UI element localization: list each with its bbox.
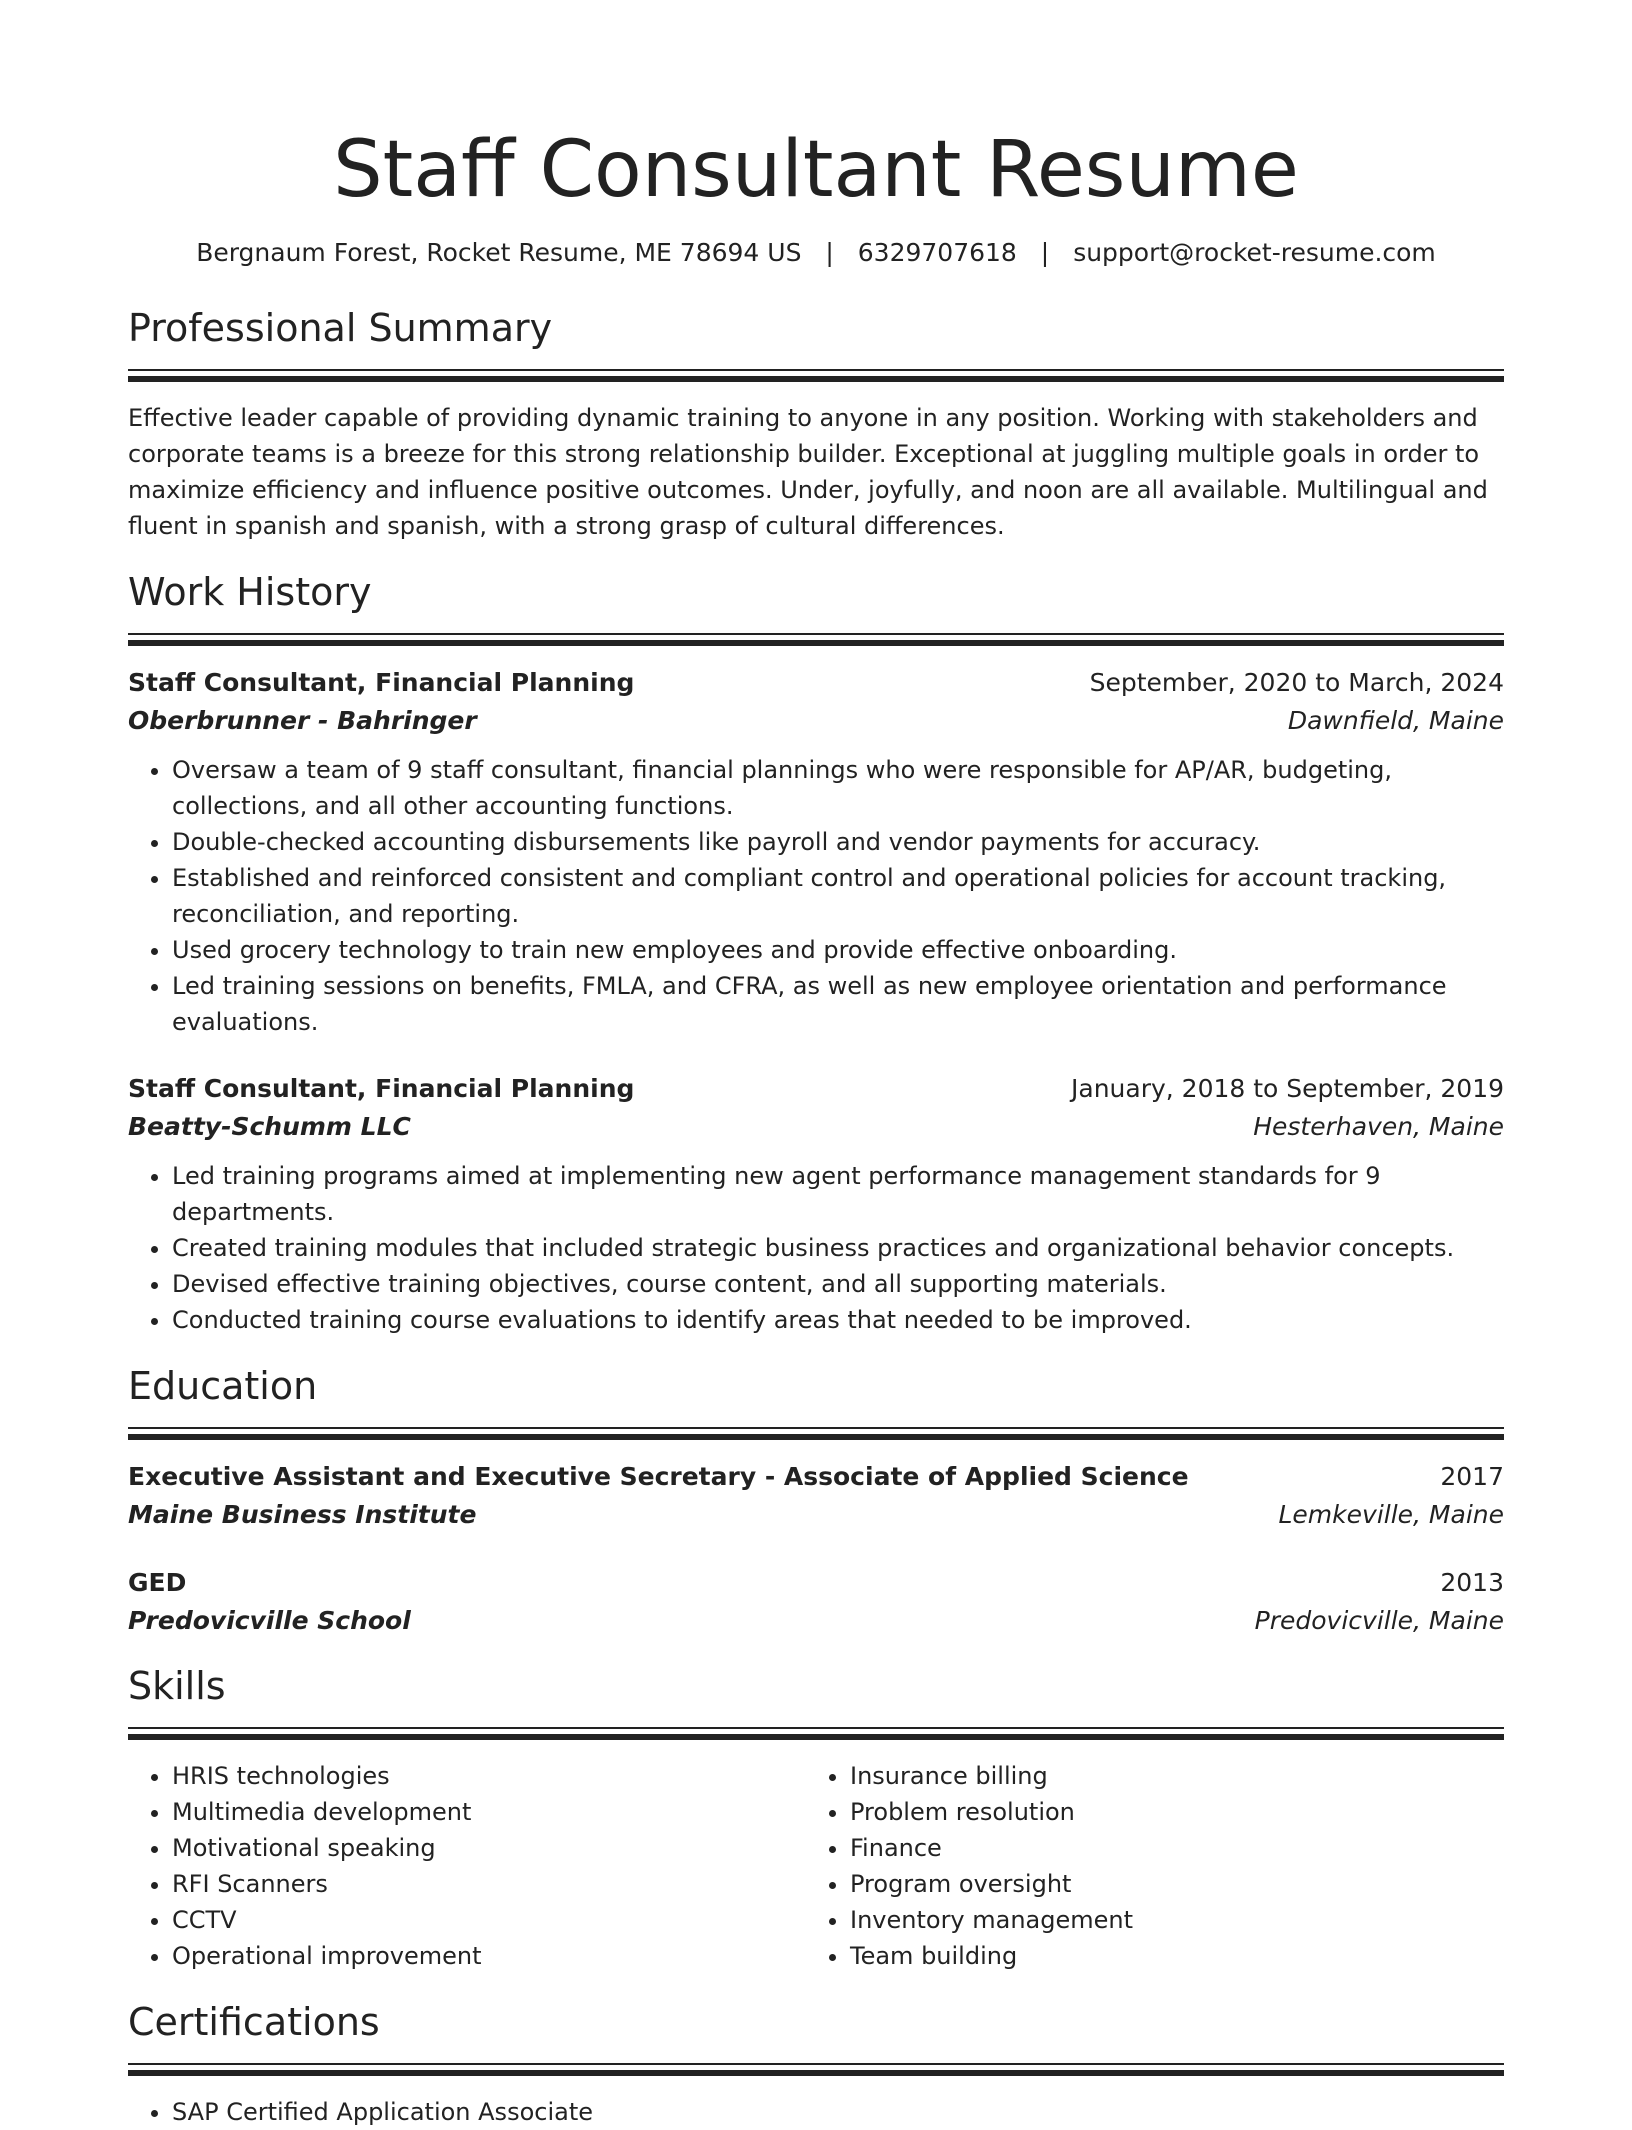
section-divider [128,1427,1504,1440]
skill-item: • Motivational speaking [172,1830,806,1866]
contact-email: support@rocket-resume.com [1073,238,1436,267]
section-divider [128,1727,1504,1740]
skill-item: • Finance [850,1830,1484,1866]
contact-line [128,236,1504,270]
section-divider [128,369,1504,382]
education-degree: GED [128,1568,187,1597]
section-title-certifications: Certifications [128,2000,380,2044]
education-school: Predovicville School [128,1606,411,1635]
education-degree: Executive Assistant and Executive Secretary - Associate of Applied Science [128,1462,1189,1491]
section-divider [128,2063,1504,2076]
certification-item: • SAP Certified Application Associate [172,2094,1504,2130]
job-location: Hesterhaven, Maine [1253,1112,1504,1141]
education-entry [128,1564,1504,1640]
skill-item: • Inventory management [850,1902,1484,1938]
list-item: • Conducted training course evaluations to identify areas that needed to be improved. [172,1302,1504,1338]
skill-item: • Problem resolution [850,1794,1484,1830]
section-divider [128,633,1504,646]
job-entry [128,664,1504,1040]
education-year: 2013 [1440,1568,1504,1597]
list-item: • Oversaw a team of 9 staff consultant, financial plannings who were responsible for AP/AR, budgeting, collections, and all other accounting functions. [172,752,1504,824]
contact-phone: 6329707618 [857,238,1017,267]
skill-item: • CCTV [172,1902,806,1938]
job-location: Dawnfield, Maine [1287,706,1504,735]
resume-page [128,0,1504,2130]
job-bullets [128,1158,1504,1338]
summary-text: Effective leader capable of providing dynamic training to anyone in any position. Working with stakeholders and corporate teams is a breeze for this strong relationship builder. Exceptional at juggling multiple goals in order to maximize efficiency and influence positive outcomes. Under, joyfully, and noon are all available. Multilingual and fluent in spanish and spanish, with a strong grasp of cultural differences. [128,404,1488,540]
list-item: • Devised effective training objectives, course content, and all supporting materials. [172,1266,1504,1302]
skill-item: • Operational improvement [172,1938,806,1974]
section-title-education: Education [128,1364,318,1408]
education-school: Maine Business Institute [128,1500,477,1529]
education-location: Predovicville, Maine [1254,1606,1504,1635]
list-item: • Created training modules that included strategic business practices and organizational behavior concepts. [172,1230,1504,1266]
list-item: • Double-checked accounting disbursements like payroll and vendor payments for accuracy. [172,824,1504,860]
certifications-list [128,2094,1504,2130]
education-location: Lemkeville, Maine [1278,1500,1504,1529]
job-dates: September, 2020 to March, 2024 [1089,668,1504,697]
skill-item: • HRIS technologies [172,1758,806,1794]
skills-column-right [806,1758,1484,1974]
section-title-work: Work History [128,570,372,614]
section-title-summary: Professional Summary [128,306,553,350]
job-company: Beatty-Schumm LLC [128,1112,411,1141]
contact-separator: | [825,238,834,267]
skill-item: • Team building [850,1938,1484,1974]
education-year: 2017 [1440,1462,1504,1491]
list-item: • Established and reinforced consistent and compliant control and operational policies for account tracking, reconciliation, and reporting. [172,860,1504,932]
skills-column-left [128,1758,806,1974]
job-position: Staff Consultant, Financial Planning [128,668,635,697]
contact-separator: | [1040,238,1050,267]
job-entry [128,1070,1504,1338]
work-history-section [128,566,1504,1338]
contact-address: Bergnaum Forest, Rocket Resume, ME 78694 US [196,238,802,267]
skills-grid [128,1758,1504,1974]
section-title-skills: Skills [128,1664,226,1708]
summary-section [128,302,1504,544]
resume-name: Staff Consultant Resume [333,125,1299,215]
list-item: • Led training programs aimed at implementing new agent performance management standards for 9 departments. [172,1158,1504,1230]
job-company: Oberbrunner - Bahringer [128,706,477,735]
certifications-section [128,1996,1504,2130]
job-dates: January, 2018 to September, 2019 [1071,1074,1504,1103]
list-item: • Led training sessions on benefits, FMLA, and CFRA, as well as new employee orientation and performance evaluations. [172,968,1504,1040]
list-item: • Used grocery technology to train new employees and provide effective onboarding. [172,932,1504,968]
job-bullets [128,752,1504,1040]
skill-item: • Insurance billing [850,1758,1484,1794]
job-position: Staff Consultant, Financial Planning [128,1074,635,1103]
skill-item: • RFI Scanners [172,1866,806,1902]
skills-section [128,1660,1504,1974]
education-section [128,1360,1504,1640]
skill-item: • Multimedia development [172,1794,806,1830]
skill-item: • Program oversight [850,1866,1484,1902]
education-entry [128,1458,1504,1534]
